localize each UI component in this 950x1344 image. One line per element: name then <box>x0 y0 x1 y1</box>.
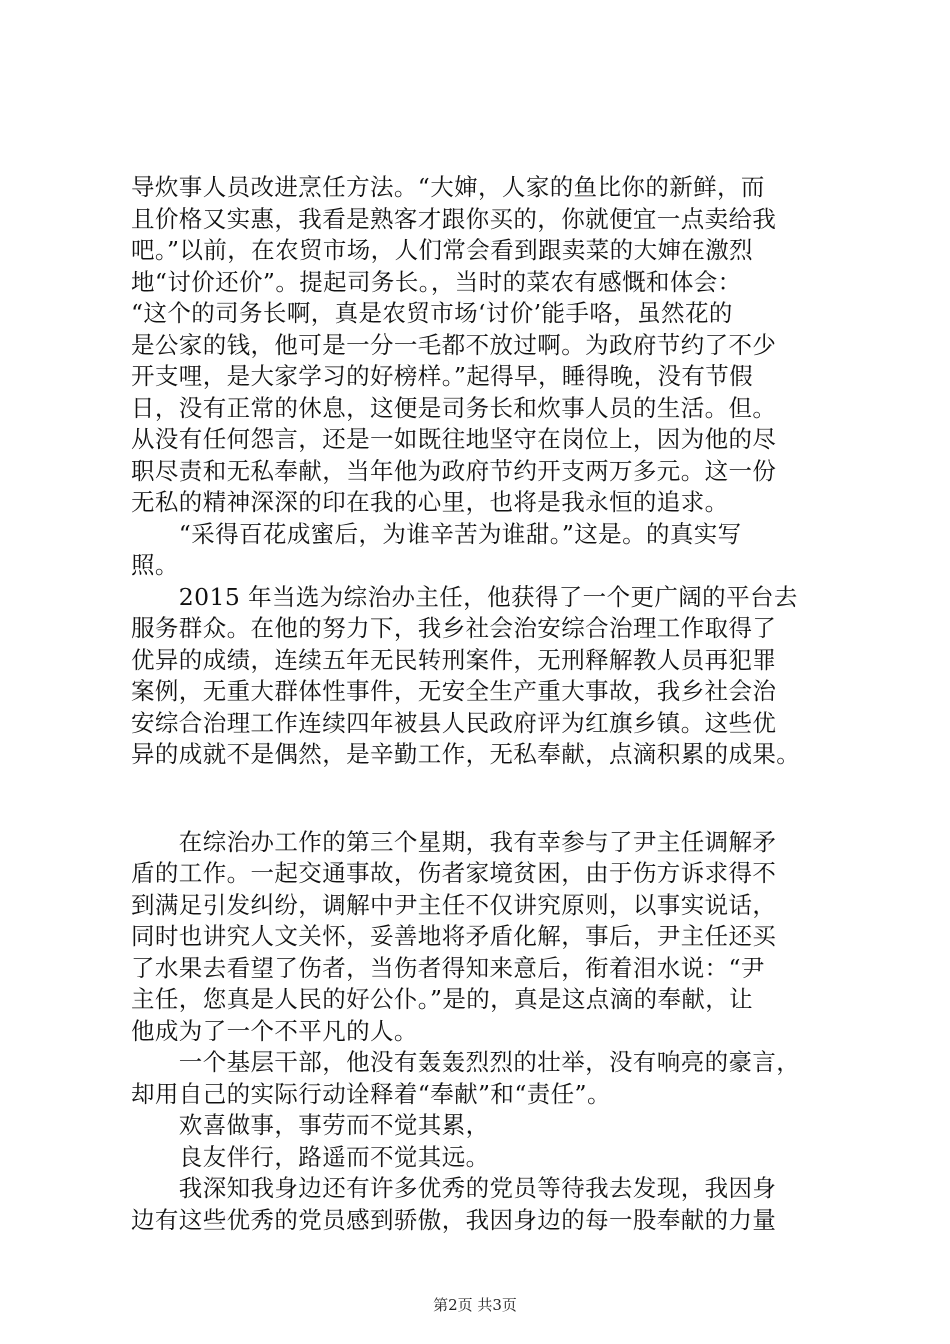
text-line: 良友伴行，路遥而不觉其远。 <box>131 1142 490 1171</box>
text-line: 服务群众。在他的努力下，我乡社会治安综合治理工作取得了 <box>131 614 777 642</box>
text-line: “采得百花成蜜后，为谁辛苦为谁甜。”这是。的真实写 <box>131 519 742 548</box>
text-line: 且价格又实惠，我看是熟客才跟你买的，你就便宜一点卖给我 <box>131 204 777 233</box>
text-line: 一个基层干部，他没有轰轰烈烈的壮举，没有响亮的豪言， <box>131 1048 801 1076</box>
text-line: 从没有任何怨言，还是一如既往地坚守在岗位上，因为他的尽 <box>131 425 777 453</box>
text-line: 案例，无重大群体性事件，无安全生产重大事故，我乡社会治 <box>131 677 777 705</box>
text-line: “这个的司务长啊，真是农贸市场‘讨价’能手咯，虽然花的 <box>131 299 733 327</box>
text-line: 到满足引发纠纷，调解中尹主任不仅讲究原则，以事实说话， <box>131 890 777 919</box>
text-line: 无私的精神深深的印在我的心里，也将是我永恒的追求。 <box>131 488 729 516</box>
text-line: 导炊事人员改进烹任方法。“大婶，人家的鱼比你的新鲜，而 <box>131 173 765 201</box>
text-line: 在综治办工作的第三个星期，我有幸参与了尹主任调解矛 <box>131 827 777 856</box>
text-line: 地“讨价还价”。提起司务长。，当时的菜农有感慨和体会： <box>131 267 742 296</box>
text-line: 日，没有正常的休息，这便是司务长和炊事人员的生活。但。 <box>131 393 777 422</box>
text-line: 盾的工作。一起交通事故，伤者家境贫困，由于伤方诉求得不 <box>131 859 777 887</box>
text-line: 边有这些优秀的党员感到骄傲，我因身边的每一股奉献的力量 <box>131 1205 777 1234</box>
text-line: 安综合治理工作连续四年被县人民政府评为红旗乡镇。这些优 <box>131 708 777 737</box>
text-line: 同时也讲究人文关怀，妥善地将矛盾化解，事后，尹主任还买 <box>131 922 777 950</box>
text-line: 2015 年当选为综治办主任，他获得了一个更广阔的平台去 <box>131 582 798 611</box>
text-line: 优异的成绩，连续五年无民转刑案件，无刑释解教人员再犯罪 <box>131 645 777 674</box>
text-line: 职尽责和无私奉献，当年他为政府节约开支两万多元。这一份 <box>131 456 777 485</box>
page-number-footer: 第2页 共3页 <box>433 1296 517 1314</box>
document-body <box>131 172 831 1236</box>
text-line: 主任，您真是人民的好公仆。”是的，真是这点滴的奉献，让 <box>131 985 754 1013</box>
text-line: 是公家的钱，他可是一分一毛都不放过啊。为政府节约了不少 <box>131 330 777 359</box>
text-line: 开支哩，是大家学习的好榜样。”起得早，睡得晚，没有节假 <box>131 362 754 390</box>
text-line: 却用自己的实际行动诠释着“奉献”和“责任”。 <box>131 1079 611 1108</box>
text-line: 欢喜做事，事劳而不觉其累， <box>131 1111 490 1139</box>
text-line: 异的成就不是偶然，是辛勤工作，无私奉献，点滴积累的成果。 <box>131 740 801 768</box>
paragraph-gap <box>131 771 831 827</box>
text-line: 他成为了一个不平凡的人。 <box>131 1016 418 1045</box>
text-line: 照。 <box>131 551 179 579</box>
text-line: 了水果去看望了伤者，当伤者得知来意后，衔着泪水说：“尹 <box>131 953 765 982</box>
text-line: 吧。”以前，在农贸市场，人们常会看到跟卖菜的大婶在激烈 <box>131 236 754 264</box>
text-line: 我深知我身边还有许多优秀的党员等待我去发现，我因身 <box>131 1174 777 1202</box>
